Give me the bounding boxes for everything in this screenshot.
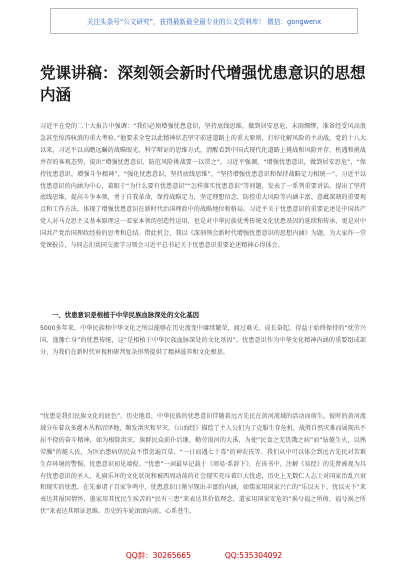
intro-paragraph: 习近平在党的二十大报告中强调：“我们必须增强忧患意识，坚持底线思维，做到居安思危、未雨绸缪，准备经受风高浪急甚至惊涛骇浪的重大考验。”他要求全党以此精神状态坚守前进道路上的重大原则，打好化解风险的主动战。党的十八大以来，习近平以高瞻远瞩的战略眼光、科学辩证的思维方式，清醒看到中国式现代化道路上挑战和风险并存，机遇和挑战并存的客观态势，提出“增强忧患意识、防范风险挑战要一以贯之”，习近平强调，“增强忧患意识，做到居安思危”，“保持忧患意识，增强斗争精神”，“强化忧患意识，坚持底线思维”，“坚持增强忧患意识和保持战略定力相统一”，习近平以忧患意识的内涵为中心，着眼于“为什么要有忧患意识”“怎样落实忧患意识”等问题，发表了一系列重要讲话，提出了坚持底线思维，提高斗争本领，勇于自我革命，保持战略定力，坚定理想信念，防控重大风险等内涵丰富、意蕴深刻的重要观点和工作方法，体现了增强忧患意识在新时代治国理政中的战略地位和格局。习近平关于忧患意识的重要论述是中国共产党人对马克思主义基本原理这一看家本领的创造性运用，也是对中华民族优秀传统文化忧患基因的延续和传承，更是对中国共产党治国理政经验的思考和总结。借此机会，我以《深刻领会新时代增强忧患意识的思想内涵》为题，为大家作一堂党课报告，与同志们共同交流学习领会习近平总书记关于忧患意识重要论述精神心得体会。 (40, 123, 366, 250)
footer-qq: QQ:535304092 (224, 551, 283, 560)
top-banner (50, 8, 358, 34)
section-paragraph-2: “忧患是我们民族文化的底色”。历史地看，中华民族的忧患意识伴随着远古先民在黄河流域的活动而萌生。彼时的黄河流域分布着众多灌木丛和沼泽地，频发洪灾和旱灾。《山海经》描绘了主人公们为了克服生存危机，战胜自然灾难而展现出不屈不挠的奋斗精神，如为根除洪灾、族群民众前仆后继、勤劳浚河的大禹，为使“民食之无饥饿之病”而“钻燧生火，以熟荤臊”的燧人氏，为医治患病的民众不惜尝遍百草、“一日而遇七十毒”的神农氏等。我们从中可以体会到远古先民对苦难生存环境的警惕、忧患意识初见端倪。“忧患”一词最早记载于《周易·系辞下》，在该书中，注解《易经》的先贤被视为具有忧患意识的圣人，礼崩乐坏的文化状况和被西周动荡的社会现实充斥着巨大忧虑，历史上无数仁人志士对国家治乱兴衰和现实的忧患，在先秦诸子百家争鸣中，忧患意识日渐呈现出丰富的内涵，如儒家用国家兴亡的“乐以天下，忧以天下”来表达其报国情怀，墨家用其忧民生疾苦的“民有三患”来表达其价值理念，道家用国家安危的“祸兮福之所倚，福兮祸之所伏”来表达其辩证思维。历史的车轮滚滚向前，心系苍生、 (40, 413, 367, 516)
section-paragraph-1: 5000多年来，中华民族和中华文化之所以能够在历史流变中赓续繁荣，渡过难关、成长奋起，得益于始终保持的“忧劳兴国、逸豫亡身”的忧患传统，这“是根植于中华民族血脉深处的文化基因”。忧患意识作为中华文化精神内涵的重要组成部分，为我们在新时代审视和研判复杂形势提供了精神滋养和文化根基。 (40, 325, 366, 356)
footer (0, 548, 408, 564)
section-heading: 一、忧患意识是根植于中华民族血脉深处的文化基因 (52, 311, 199, 319)
page-title: 党课讲稿：深刻领会新时代增强忧患意识的思想内涵 (40, 64, 366, 104)
footer-qq-group: QQ群：30265665 (125, 551, 191, 560)
banner-text: 关注头条号“公文研究”，获得最新最全最专业的公文资料库！ 微信：gongwenx (86, 18, 322, 26)
